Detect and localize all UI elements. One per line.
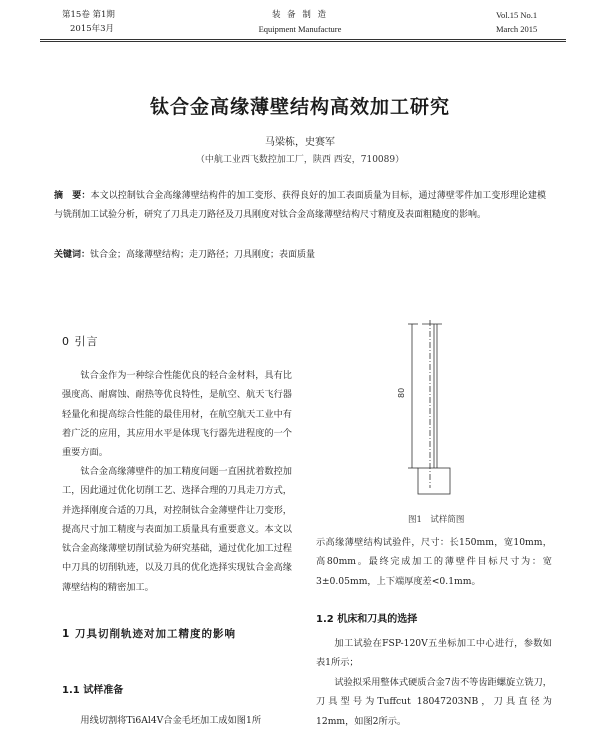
section-1-1-paragraph: 用线切割将Ti6Al4V合金毛坯加工成如图1所: [80, 715, 262, 726]
paper-title: 钛合金高缘薄壁结构高效加工研究: [149, 96, 450, 118]
keywords-text: 钛合金；高缘薄壁结构；走刀路径；刀具刚度；表面质量: [90, 250, 316, 260]
fig-dimension-label: 80: [397, 387, 406, 398]
section-1-1-heading: 1.1 试样准备: [62, 685, 124, 696]
journal-volume-en: Vol.15 No.1: [496, 10, 538, 20]
specimen-paragraph: 示高缘薄壁结构试验件，尺寸：长150mm，宽10mm，高80mm。最终完成加工的薄壁件目标尺寸为：宽3±0.05mm，上下端厚度差<0.1mm。: [316, 537, 552, 587]
fig-base: [418, 468, 450, 494]
section-1-heading: 1 刀具切削轨迹对加工精度的影响: [62, 628, 236, 640]
specimen-figure: [390, 318, 470, 508]
abstract-text: 本文以控制钛合金高缘薄壁结构件的加工变形、获得良好的加工表面质量为目标，通过薄壁零件加工变形理论建模与铣削加工试验分析，研究了刀具走刀路径及刀具刚度对钛合金高缘薄壁结构尺寸精度及表面粗糙度的影响。: [54, 191, 546, 220]
header-rule-thin: [40, 41, 566, 42]
intro-paragraph-2: 钛合金高缘薄壁件的加工精度问题一直困扰着数控加工，因此通过优化切削工艺、选择合理的刀具走刀方式，并选择刚度合适的刀具，对控制钛合金薄壁件让刀变形，提高尺寸加工精度与表面加工质量具有重要意义。本文以钛合金高缘薄壁切削试验为研究基础，通过优化加工过程中刀具的切削轨迹，以及刀具的优化选择实现钛合金高缘薄壁结构的精密加工。: [62, 466, 292, 593]
paper-affiliation: （中航工业西飞数控加工厂，陕西 西安，710089）: [195, 155, 405, 165]
paper-authors: 马梁栋，史赛军: [265, 137, 335, 148]
section-1-2-heading: 1.2 机床和刀具的选择: [316, 614, 418, 625]
abstract: [54, 187, 546, 225]
section-1-2-paragraph-2: 试验拟采用整体式硬质合金7齿不等齿距螺旋立铣刀，刀具型号为Tuffcut 18047203NB，刀具直径为12mm，如图2所示。: [316, 677, 552, 727]
keywords-label: 关键词：: [54, 250, 91, 260]
section-1-2-paragraph-1: 加工试验在FSP-120V五坐标加工中心进行，参数如表1所示；: [316, 638, 552, 669]
journal-date-en: March 2015: [496, 24, 538, 34]
keywords: [54, 248, 546, 262]
journal-name: 装 备 制 造: [271, 10, 329, 20]
section-0-heading: 0 引言: [62, 335, 99, 348]
figure-1-caption: 图1 试样简图: [408, 515, 465, 525]
abstract-label: 摘 要：: [54, 191, 91, 201]
journal-date: 2015年3月: [70, 24, 115, 34]
header-rule: [40, 39, 566, 40]
journal-volume: 第15卷 第1期: [62, 10, 115, 20]
journal-name-en: Equipment Manufacture: [258, 24, 342, 34]
intro-paragraph-1: 钛合金作为一种综合性能优良的轻合金材料，具有比强度高、耐腐蚀、耐热等优良特性，是航空、航天飞行器轻量化和提高综合性能的最佳用材，在航空航天工业中有着广泛的应用，其应用水平是体现飞行器先进程度的一个重要方面。: [62, 370, 292, 459]
